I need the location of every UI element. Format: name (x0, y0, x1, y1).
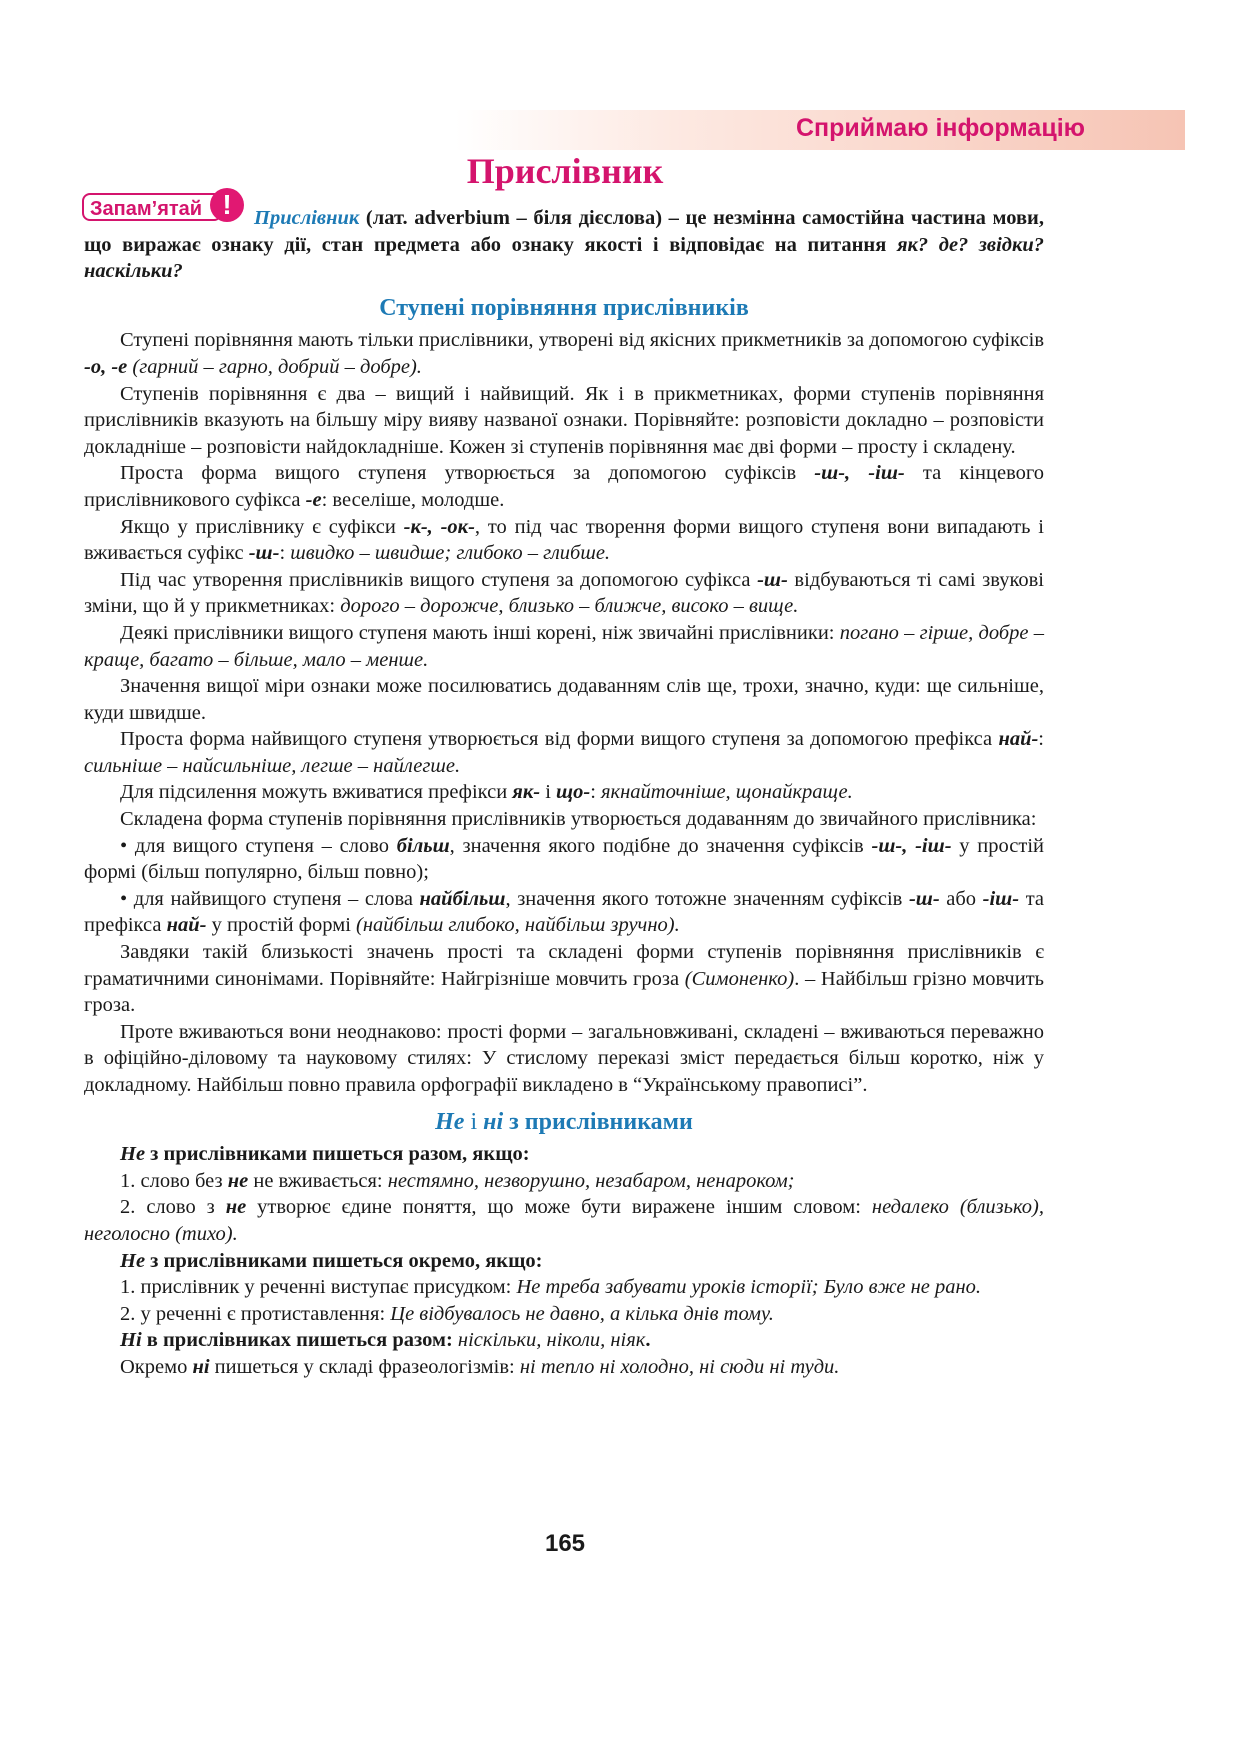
remember-label: Запам’ятай (82, 193, 222, 221)
rule-heading: Не з прислівниками пишеться разом, якщо: (120, 1143, 530, 1166)
page-content (84, 205, 1044, 1381)
rule-item: 1. прислівник у реченні виступає присудком: Не треба забувати уроків історії; Було вже не рано. (120, 1276, 982, 1299)
paragraph: Якщо у прислівнику є суфікси -к-, -ок-, то під час творення форми вищого ступеня вони випадають і вживається суфікс -ш-: швидко – швидше; глибоко – глибше. (84, 515, 1044, 565)
paragraph: Проста форма найвищого ступеня утворюється від форми вищого ступеня за допомогою префікса най-: сильніше – найсильніше, легше – найлегше. (84, 728, 1044, 777)
paragraph: Проста форма вищого ступеня утворюється за допомогою суфіксів -ш-, -іш- та кінцевого прислівникового суфікса -е: веселіше, молодше. (84, 462, 1045, 511)
paragraph: Для підсилення можуть вживатися префікси як- і що-: якнайточніше, щонайкраще. (120, 781, 853, 804)
section-banner (455, 110, 1185, 150)
paragraph: Завдяки такій близькості значень прості та складені форми ступенів порівняння прислівників є граматичними синонімами. Порівняйте: Найгрізніше мовчить гроза (Симоненко). – Найбільш грізно мовчить гроза. (84, 941, 1044, 1017)
exclamation-icon: ! (210, 188, 244, 222)
rule-item: 1. слово без не не вживається: нестямно, незворушно, незабаром, ненароком; (120, 1169, 795, 1192)
rule-item: 2. у реченні є протиставлення: Це відбувалось не давно, а кілька днів тому. (120, 1302, 774, 1325)
paragraph: Деякі прислівники вищого ступеня мають інші корені, ніж звичайні прислівники: погано – гірше, добре – краще, багато – більше, мало – менше. (84, 621, 1044, 671)
paragraph: Значення вищої міри ознаки може посилюватись додаванням слів ще, трохи, значно, куди: ще сильніше, куди швидше. (84, 675, 1044, 724)
rule-item: 2. слово з не утворює єдине поняття, що може бути виражене іншим словом: недалеко (близько), неголосно (тихо). (84, 1196, 1045, 1245)
bullet-item: • для вищого ступеня – слово більш, значення якого подібне до значення суфіксів -ш-, -іш- у простій формі (більш популярно, більш повно); (84, 834, 1045, 884)
rule-heading: Не з прислівниками пишеться окремо, якщо: (120, 1249, 543, 1272)
rule-item: Окремо ні пишеться у складі фразеологізмів: ні тепло ні холодно, ні сюди ні туди. (120, 1355, 840, 1378)
section-heading-degrees: Ступені порівняння прислівників (379, 294, 749, 321)
paragraph: Під час утворення прислівників вищого ступеня за допомогою суфікса -ш- відбуваються ті самі звукові зміни, що й у прикметниках: дорого – дорожче, близько – ближче, високо – вище. (84, 568, 1044, 618)
section-banner-label: Сприймаю інформацію (795, 114, 1085, 142)
definition-paragraph: Прислівник (лат. adverbium – біля дієслова) – це незмінна самостійна частина мови, що виражає ознаку дії, стан предмета або ознаку якості і відповідає на питання як? де? звідки? наскільки? (84, 207, 1044, 283)
paragraph: Проте вживаються вони неоднаково: прості форми – загальновживані, складені – вживаються переважно в офіційно-діловому та науковому стилях: У стислому переказі зміст передається більш коротко, ніж у докладному. Найбільш повно правила орфографії викладено в “Українському правописі”. (84, 1020, 1044, 1096)
paragraph: Складена форма ступенів порівняння прислівників утворюється додаванням до звичайного прислівника: (120, 808, 1037, 831)
page-title: Прислівник (466, 151, 664, 191)
rule-heading: Ні в прислівниках пишеться разом: ніскільки, ніколи, ніяк. (120, 1329, 651, 1352)
paragraph: Ступені порівняння мають тільки прислівники, утворені від якісних прикметників за допомогою суфіксів -о, -е (гарний – гарно, добрий – добре). (84, 329, 1044, 378)
bullet-item: • для найвищого ступеня – слова найбільш, значення якого тотожне значенням суфіксів -ш- або -іш- та префікса най- у простій формі (найбільш глибоко, найбільш зручно). (84, 887, 1044, 937)
paragraph: Ступенів порівняння є два – вищий і найвищий. Як і в прикметниках, форми ступенів порівняння прислівників вказують на більшу міру вияву названої ознаки. Порівняйте: розповісти докладно – розповісти докладніше – розповісти найдокладніше. Кожен зі ступенів порівняння має дві форми – просту і складену. (84, 382, 1044, 458)
page-number: 165 (544, 1530, 586, 1557)
definition-term: Прислівник (254, 207, 360, 229)
section-heading-ne-ni: Не і ні з прислівниками (435, 1108, 693, 1135)
